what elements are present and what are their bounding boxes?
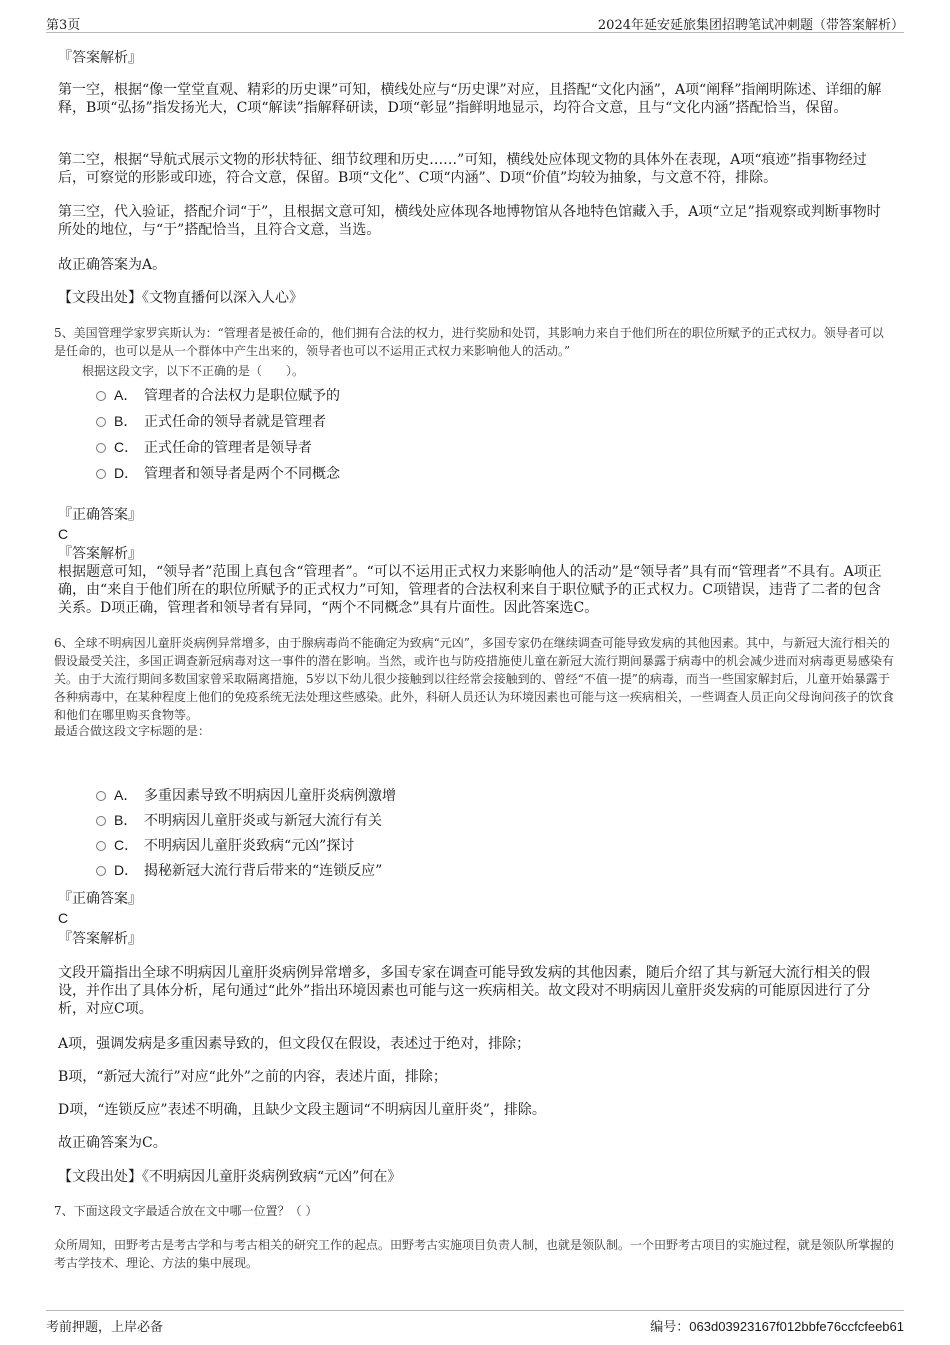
document-title: 2024年延安延旅集团招聘笔试冲刺题（带答案解析） — [597, 18, 904, 33]
radio-icon[interactable] — [96, 391, 106, 401]
radio-icon[interactable] — [96, 866, 106, 876]
question-5-option-b[interactable]: B． 正式任命的领导者就是管理者 — [96, 412, 326, 431]
radio-icon[interactable] — [96, 791, 106, 801]
passage-source: 【文段出处】《不明病因儿童肝炎病例致病“元凶”何在》 — [58, 1169, 402, 1185]
analysis-paragraph: D项，“连锁反应”表述不明确，且缺少文段主题词“不明病因儿童肝炎”，排除。 — [58, 1102, 546, 1118]
answer-value: C — [58, 526, 69, 542]
analysis-paragraph: 第三空，代入验证，搭配介词“于”，且根据文意可知，横线处应体现各地博物馆从各地特色馆藏入手，A项“立足”指观察或判断事物时所处的地位，与“于”搭配恰当，且符合文意，当选。 — [58, 204, 881, 238]
radio-icon[interactable] — [96, 841, 106, 851]
page-footer — [46, 1310, 904, 1335]
question-5-option-c[interactable]: C． 正式任命的管理者是领导者 — [96, 438, 312, 457]
question-7-stem: 7、下面这段文字最适合放在文中哪一位置？（ ） — [54, 1204, 318, 1218]
page-number: 第3页 — [46, 18, 81, 33]
question-5-option-a[interactable]: A． 管理者的合法权力是职位赋予的 — [96, 386, 340, 405]
footer-slogan: 考前押题，上岸必备 — [46, 1320, 164, 1335]
analysis-label: 『答案解析』 — [58, 931, 142, 947]
answer-label: 『正确答案』 — [58, 507, 142, 523]
question-5-stem: 5、美国管理学家罗宾斯认为：“管理者是被任命的，他们拥有合法的权力，进行奖励和处罚，其影响力来自于他们所在的职位所赋予的正式权力。领导者可以是任命的，也可以是从一个群体中产生出来的，领导者也可以不运用正式权力来影响他人的活动。” — [54, 326, 884, 358]
question-6-stem: 6、全球不明病因儿童肝炎病例异常增多，由于腺病毒尚不能确定为致病“元凶”，多国专家仍在继续调查可能导致发病的其他因素。其中，与新冠大流行相关的假设最受关注，多国正调查新冠病毒对这一事件的潜在影响。当然，或许也与防疫措施使儿童在新冠大流行期间暴露于病毒中的机会减少进而对病毒更易感染有关。由于大流行期间多数国家曾采取隔离措施，5岁以下幼儿很少接触到以往经常会接触到的、曾经“不值一提”的病毒，而当一些国家解封后，儿童开始暴露于各种病毒中，在某种程度上他们的免疫系统无法处理这些感染。此外，科研人员还认为环境因素也可能与这一疾病相关，一些调查人员正向父母询问孩子的饮食和他们在哪里购买食物等。 — [54, 636, 895, 722]
analysis-conclusion: 故正确答案为A。 — [58, 257, 167, 273]
analysis-label: 『答案解析』 — [58, 546, 142, 562]
question-6-option-d[interactable]: D． 揭秘新冠大流行背后带来的“连锁反应” — [96, 861, 382, 880]
answer-value: C — [58, 910, 69, 926]
question-5-option-d[interactable]: D． 管理者和领导者是两个不同概念 — [96, 464, 340, 483]
page-header — [46, 12, 904, 33]
analysis-paragraph: 第二空，根据“导航式展示文物的形状特征、细节纹理和历史……”可知，横线处应体现文物的具体外在表现，A项“痕迹”指事物经过后，可察觉的形影或印迹，符合文意，保留。B项“文化”、C项“内涵”、D项“价值”均较为抽象，与文意不符，排除。 — [58, 152, 867, 186]
analysis-paragraph: 文段开篇指出全球不明病因儿童肝炎病例异常增多，多国专家在调查可能导致发病的其他因素，随后介绍了其与新冠大流行相关的假设，并作出了具体分析，尾句通过“此外”指出环境因素也可能与这一疾病相关。故文段对不明病因儿童肝炎发病的可能原因进行了分析，对应C项。 — [58, 965, 871, 1017]
question-7-passage: 众所周知，田野考古是考古学和与考古相关的研究工作的起点。田野考古实施项目负责人制，也就是领队制。一个田野考古项目的实施过程，就是领队所掌握的考古学技术、理论、方法的集中展现。 — [54, 1238, 895, 1270]
radio-icon[interactable] — [96, 816, 106, 826]
question-6-option-b[interactable]: B． 不明病因儿童肝炎或与新冠大流行有关 — [96, 811, 382, 830]
document-id: 编号：063d03923167f012bbfe76ccfcfeeb61 — [650, 1319, 904, 1334]
analysis-paragraph: 根据题意可知，“领导者”范围上真包含“管理者”。“可以不运用正式权力来影响他人的活动”是“领导者”具有而“管理者”不具有。A项正确，由“来自于他们所在的职位所赋予的正式权力”可知，管理者的合法权利来自于职位赋予的正式权力。C项错误，违背了二者的包含关系。D项正确，管理者和领导者有异同，“两个不同概念”具有片面性。因此答案选C。 — [58, 564, 882, 616]
analysis-paragraph: A项，强调发病是多重因素导致的，但文段仅在假设，表述过于绝对，排除； — [58, 1036, 531, 1052]
question-6-option-c[interactable]: C． 不明病因儿童肝炎致病“元凶”探讨 — [96, 836, 354, 855]
analysis-label: 『答案解析』 — [58, 50, 142, 66]
question-6-prompt: 最适合做这段文字标题的是： — [54, 724, 211, 738]
passage-source: 【文段出处】《文物直播何以深入人心》 — [58, 290, 303, 306]
radio-icon[interactable] — [96, 443, 106, 453]
radio-icon[interactable] — [96, 417, 106, 427]
radio-icon[interactable] — [96, 469, 106, 479]
answer-label: 『正确答案』 — [58, 891, 142, 907]
analysis-conclusion: 故正确答案为C。 — [58, 1135, 167, 1151]
analysis-paragraph: 第一空，根据“像一堂堂直观、精彩的历史课”可知，横线处应与“历史课”对应，且搭配“文化内涵”，A项“阐释”指阐明陈述、详细的解释，B项“弘扬”指发扬光大，C项“解读”指解释研读，D项“彰显”指鲜明地显示，均符合文意，且与“文化内涵”搭配恰当，保留。 — [58, 82, 882, 116]
question-5-prompt: 根据这段文字，以下不正确的是（ ）。 — [82, 364, 305, 378]
question-6-option-a[interactable]: A． 多重因素导致不明病因儿童肝炎病例激增 — [96, 786, 396, 805]
analysis-paragraph: B项，“新冠大流行”对应“此外”之前的内容，表述片面，排除； — [58, 1069, 447, 1085]
